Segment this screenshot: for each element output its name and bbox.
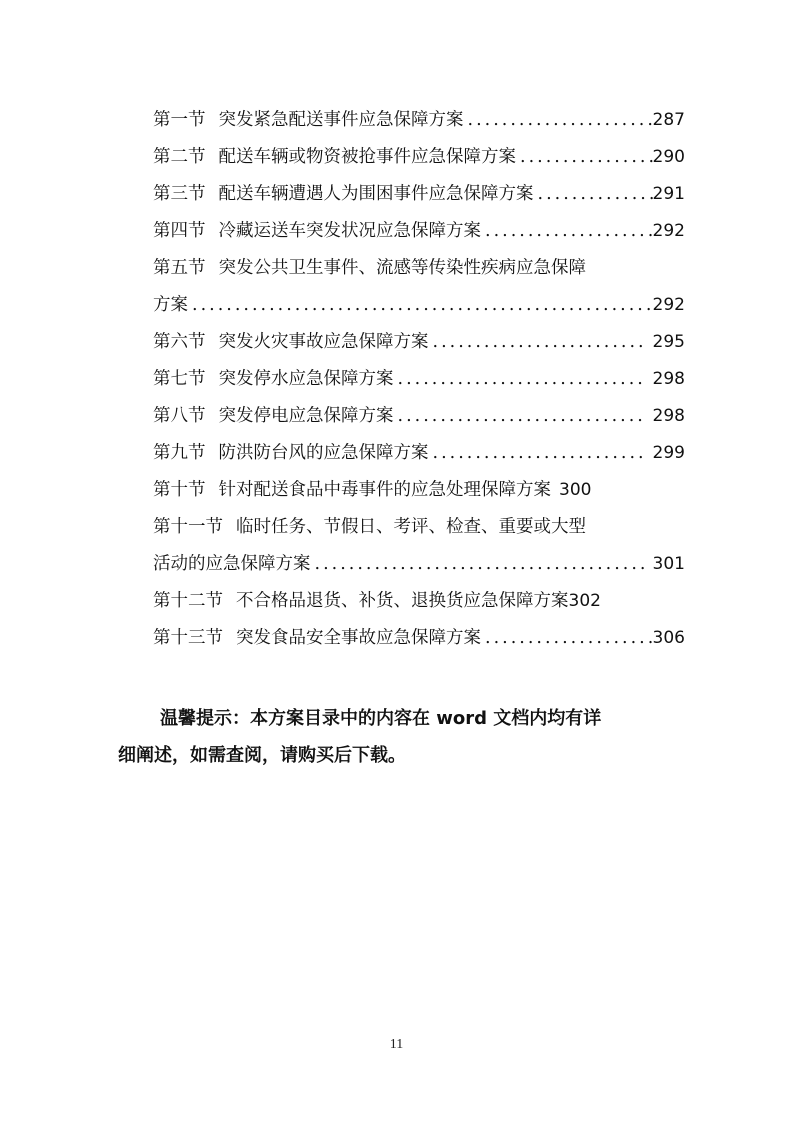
toc-entry[interactable] [153,324,685,361]
toc-page-number: 295 [652,332,685,352]
dot-leader [481,213,653,250]
toc-page-number: 290 [652,147,685,167]
toc-page-number: 292 [652,295,685,315]
toc-entry-title: 突发紧急配送事件应急保障方案 [218,110,464,130]
toc-entry[interactable] [153,509,685,546]
toc-entry-continuation[interactable] [153,546,685,583]
toc-page-number: 298 [652,369,685,389]
toc-section-number: 第九节 [153,443,206,463]
toc-entry-title: 突发停电应急保障方案 [218,406,394,426]
toc-entry[interactable] [153,176,685,213]
dot-leader [481,620,653,657]
toc-section-number: 第七节 [153,369,206,389]
dot-leader [429,324,645,361]
toc-entry-continuation[interactable] [153,287,685,324]
toc-entry[interactable] [153,620,685,657]
table-of-contents [153,102,685,657]
toc-section-number: 第六节 [153,332,206,352]
dot-leader [429,435,645,472]
download-notice [118,700,678,774]
toc-entry[interactable] [153,472,685,509]
dot-leader [311,546,645,583]
notice-line: 温馨提示：本方案目录中的内容在 word 文档内均有详 [160,708,602,729]
dot-leader [394,398,645,435]
toc-section-number: 第三节 [153,184,206,204]
dot-leader [464,102,653,139]
toc-section-number: 第十二节 [153,591,223,611]
toc-entry[interactable] [153,583,685,620]
toc-section-number: 第二节 [153,147,206,167]
toc-entry[interactable] [153,361,685,398]
toc-entry-title: 配送车辆或物资被抢事件应急保障方案 [218,147,516,167]
toc-page-number: 306 [652,628,685,648]
toc-page-number: 292 [652,221,685,241]
dot-leader [516,139,653,176]
toc-section-number: 第五节 [153,258,206,278]
toc-section-number: 第十一节 [153,517,223,537]
toc-entry-title: 配送车辆遭遇人为围困事件应急保障方案 [218,184,534,204]
toc-page-number: 298 [652,406,685,426]
dot-leader [534,176,653,213]
toc-page-number: 300 [559,480,592,500]
toc-page-number: 301 [652,554,685,574]
toc-entry-title-continued: 方案 [153,295,188,315]
toc-section-number: 第一节 [153,110,206,130]
page-number: 11 [389,1037,404,1052]
toc-entry-title: 突发食品安全事故应急保障方案 [236,628,481,648]
toc-section-number: 第十三节 [153,628,223,648]
toc-entry-title: 突发停水应急保障方案 [218,369,394,389]
toc-page-number: 291 [652,184,685,204]
toc-entry-title: 突发公共卫生事件、流感等传染性疾病应急保障 [218,258,586,278]
toc-entry[interactable] [153,398,685,435]
dot-leader [188,287,653,324]
notice-line: 细阐述，如需查阅，请购买后下载。 [118,745,406,766]
toc-page-number: 302 [568,591,601,611]
toc-page-number: 287 [652,110,685,130]
toc-entry-title: 冷藏运送车突发状况应急保障方案 [218,221,481,241]
toc-entry-title-continued: 活动的应急保障方案 [153,554,311,574]
dot-leader [394,361,645,398]
toc-section-number: 第八节 [153,406,206,426]
toc-entry[interactable] [153,102,685,139]
toc-entry-title: 防洪防台风的应急保障方案 [218,443,429,463]
toc-entry-title: 突发火灾事故应急保障方案 [218,332,429,352]
toc-entry-title: 不合格品退货、补货、退换货应急保障方案 [236,591,569,611]
toc-entry[interactable] [153,250,685,287]
toc-entry[interactable] [153,213,685,250]
toc-entry-title: 针对配送食品中毒事件的应急处理保障方案 [218,480,551,500]
toc-entry[interactable] [153,139,685,176]
toc-page-number: 299 [652,443,685,463]
toc-entry-title: 临时任务、节假日、考评、检查、重要或大型 [236,517,586,537]
toc-section-number: 第四节 [153,221,206,241]
toc-entry[interactable] [153,435,685,472]
toc-section-number: 第十节 [153,480,206,500]
